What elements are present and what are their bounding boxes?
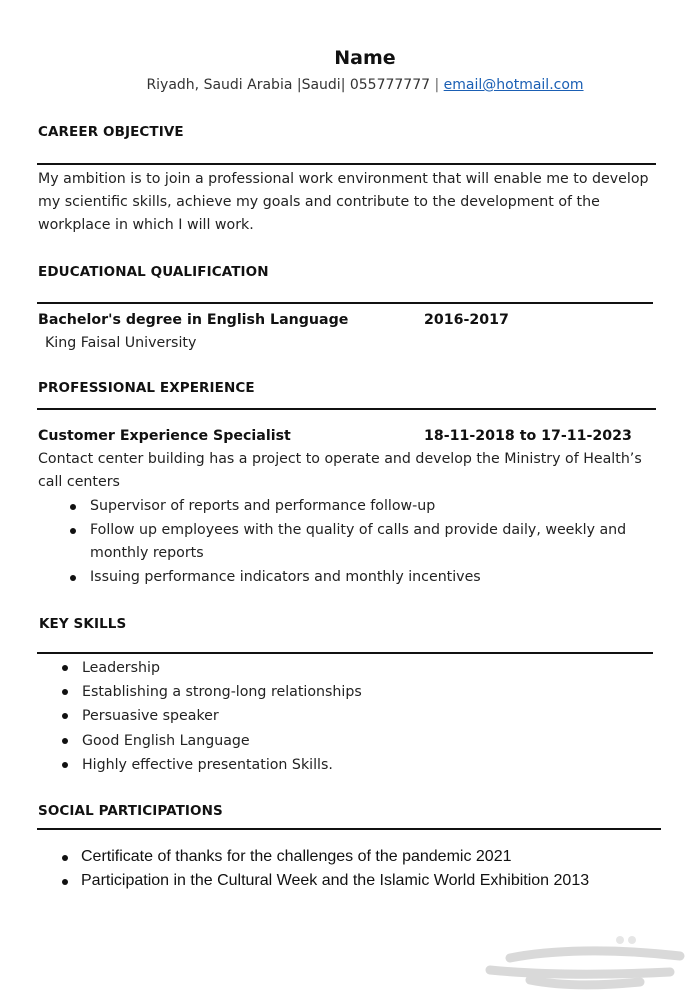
bullet-icon bbox=[62, 855, 68, 861]
bullet-icon bbox=[62, 879, 68, 885]
haraj-watermark-logo bbox=[470, 930, 695, 990]
social-heading: SOCIAL PARTICIPATIONS bbox=[38, 803, 223, 819]
bullet-icon bbox=[62, 762, 68, 768]
skill-item: Good English Language bbox=[82, 733, 250, 749]
bullet-icon bbox=[62, 665, 68, 671]
experience-rule bbox=[37, 408, 656, 410]
bullet-icon bbox=[62, 713, 68, 719]
experience-heading: PROFESSIONAL EXPERIENCE bbox=[38, 380, 255, 396]
education-rule bbox=[37, 302, 653, 304]
bullet-icon bbox=[62, 738, 68, 744]
skills-heading: KEY SKILLS bbox=[39, 616, 127, 632]
skills-rule bbox=[37, 652, 653, 654]
email-link[interactable]: email@hotmail.com bbox=[443, 77, 584, 93]
experience-bullet: Supervisor of reports and performance follow-up bbox=[90, 498, 436, 514]
skill-item: Highly effective presentation Skills. bbox=[82, 757, 333, 773]
experience-bullet: Follow up employees with the quality of calls and provide daily, weekly and monthly reports bbox=[90, 522, 627, 561]
social-rule bbox=[37, 828, 661, 830]
social-item: Participation in the Cultural Week and the Islamic World Exhibition 2013 bbox=[81, 872, 590, 889]
degree-title: Bachelor's degree in English Language bbox=[38, 312, 349, 328]
skill-item: Persuasive speaker bbox=[82, 708, 219, 724]
education-heading: EDUCATIONAL QUALIFICATION bbox=[38, 264, 269, 280]
job-description: Contact center building has a project to operate and develop the Ministry of Health’s call centers bbox=[38, 451, 642, 490]
bullet-icon bbox=[62, 689, 68, 695]
skill-item: Leadership bbox=[82, 660, 160, 676]
skill-item: Establishing a strong-long relationships bbox=[82, 684, 362, 700]
experience-bullet: Issuing performance indicators and monthly incentives bbox=[90, 569, 481, 585]
bullet-icon bbox=[70, 528, 76, 534]
contact-details: Riyadh, Saudi Arabia |Saudi| 055777777 bbox=[146, 77, 435, 93]
career-objective-heading: CAREER OBJECTIVE bbox=[38, 124, 184, 140]
contact-separator: | bbox=[434, 77, 440, 93]
career-objective-text: My ambition is to join a professional work environment that will enable me to develop my scientific skills, achieve my goals and contribute to the development of the workplace in which I will work. bbox=[38, 171, 649, 233]
bullet-icon bbox=[70, 504, 76, 510]
job-title: Customer Experience Specialist bbox=[38, 428, 291, 444]
contact-line bbox=[0, 77, 700, 93]
career-objective-rule bbox=[37, 163, 656, 165]
social-item: Certificate of thanks for the challenges of the pandemic 2021 bbox=[81, 848, 512, 865]
job-dates: 18-11-2018 to 17-11-2023 bbox=[424, 428, 632, 444]
degree-years: 2016-2017 bbox=[424, 312, 509, 328]
bullet-icon bbox=[70, 575, 76, 581]
institution-name: King Faisal University bbox=[45, 335, 197, 351]
resume-name: Name bbox=[334, 47, 396, 69]
